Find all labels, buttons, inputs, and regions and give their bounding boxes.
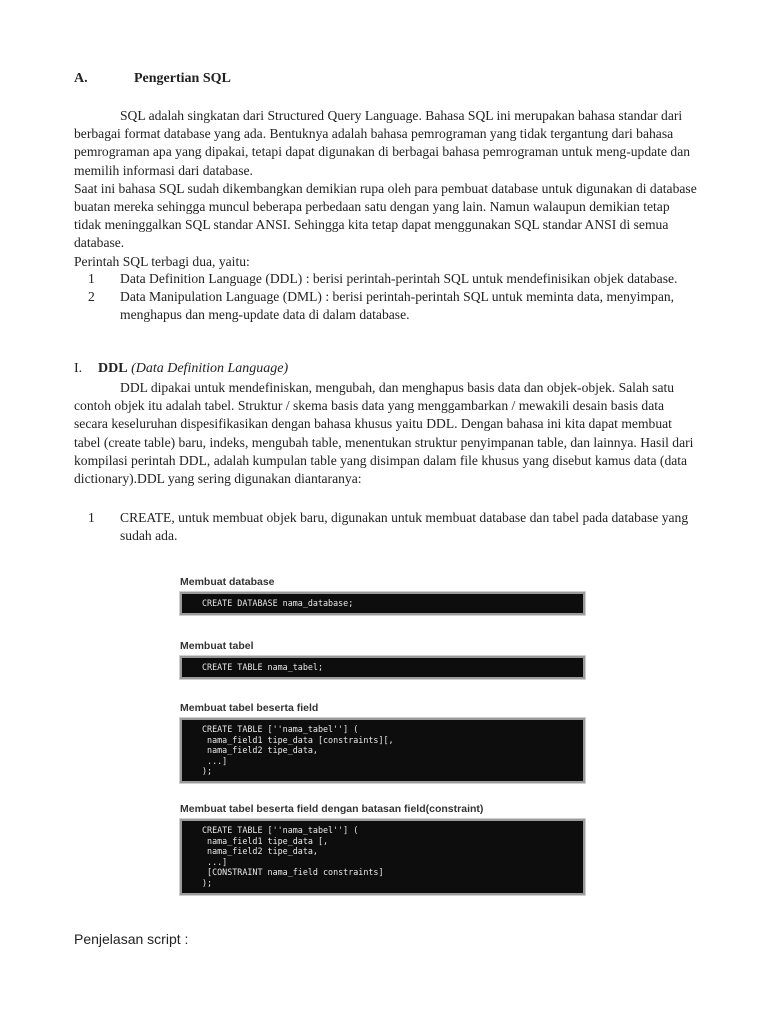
ddl-paragraph: DDL dipakai untuk mendefiniskan, mengubah, dan menghapus basis data dan objek-objek. Salah satu contoh objek itu adalah tabel. Struktur / skema basis data yang menggambarkan / mewakili desain basis data secara keseluruhan dispesifikasikan dengan bahasa khusus yaitu DDL. Dengan bahasa ini kita dapat membuat tabel (create table) baru, indeks, mengubah table, menentukan struktur penyimpanan table, dan lainnya. Hasil dari kompilasi perintah DDL, adalah kumpulan table yang disimpan dalam file khusus yang disebut kamus data (data dictionary).DDL yang sering digunakan diantaranya: <box>74 380 694 487</box>
intro-paragraph-3: Perintah SQL terbagi dua, yaitu: <box>74 253 250 269</box>
list-item <box>74 288 699 324</box>
code-example-create-table <box>180 640 590 679</box>
list-item-text: Data Manipulation Language (DML) : berisi perintah-perintah SQL untuk meminta data, menyimpan, menghapus dan meng-update data di dalam database. <box>120 289 675 323</box>
code-caption: Membuat tabel <box>180 640 254 652</box>
sql-types-list <box>74 270 699 325</box>
list-marker: 1 <box>88 510 95 525</box>
ddl-commands-list <box>74 509 699 545</box>
code-block <box>180 718 585 783</box>
code-example-table-with-fields <box>180 702 590 783</box>
code-block <box>180 819 585 895</box>
code-text: CREATE TABLE nama_tabel; <box>202 662 324 672</box>
code-text: CREATE TABLE [''nama_tabel''] ( nama_field1 tipe_data [, nama_field2 tipe_data, ...] [CONSTRAINT nama_field constraints] ); <box>202 825 384 888</box>
list-item-text: Data Definition Language (DDL) : berisi perintah-perintah SQL untuk mendefinisikan objek database. <box>120 271 678 286</box>
code-block <box>180 592 585 615</box>
code-text: CREATE TABLE [''nama_tabel''] ( nama_field1 tipe_data [constraints][, nama_field2 tipe_data, ...] ); <box>202 724 394 777</box>
section-i-term: DDL <box>98 361 128 376</box>
code-example-table-with-constraints <box>180 803 590 895</box>
intro-paragraph-1: SQL adalah singkatan dari Structured Query Language. Bahasa SQL ini merupakan bahasa standar dari berbagai format database yang ada. Bentuknya adalah bahasa pemrograman yang tidak tergantung dari bahasa pemrograman apa yang dipakai, tetapi dapat digunakan di berbagai bahasa pemrograman untuk meng-update dan memilih informasi dari database. <box>74 108 691 178</box>
list-item <box>74 509 699 545</box>
script-explanation-label: Penjelasan script : <box>74 931 189 947</box>
code-example-create-database <box>180 576 590 615</box>
code-caption: Membuat tabel beserta field dengan batasan field(constraint) <box>180 803 484 815</box>
list-marker: 2 <box>88 289 95 305</box>
ddl-section <box>74 379 699 488</box>
code-caption: Membuat database <box>180 576 275 588</box>
section-i-expansion: (Data Definition Language) <box>131 361 289 376</box>
code-caption: Membuat tabel beserta field <box>180 702 319 714</box>
section-i-heading <box>74 360 288 378</box>
code-block <box>180 656 585 679</box>
section-a-heading <box>74 70 231 88</box>
section-a-title: Pengertian SQL <box>134 71 231 86</box>
list-item-text: CREATE, untuk membuat objek baru, digunakan untuk membuat database dan tabel pada database yang sudah ada. <box>120 510 689 544</box>
intro-paragraph-2: Saat ini bahasa SQL sudah dikembangkan demikian rupa oleh para pembuat database untuk digunakan di database buatan mereka sehingga muncul beberapa perbedaan satu dengan yang lain. Namun walaupun demikian tetap tidak meninggalkan SQL standar ANSI. Sehingga kita tetap dapat menggunakan SQL standar ANSI di semua database. <box>74 180 697 251</box>
intro-section <box>74 107 699 271</box>
list-marker: 1 <box>88 271 95 286</box>
list-item <box>74 270 699 288</box>
code-text: CREATE DATABASE nama_database; <box>202 598 354 608</box>
section-i-number: I. <box>74 361 83 376</box>
section-a-number: A. <box>74 71 88 86</box>
